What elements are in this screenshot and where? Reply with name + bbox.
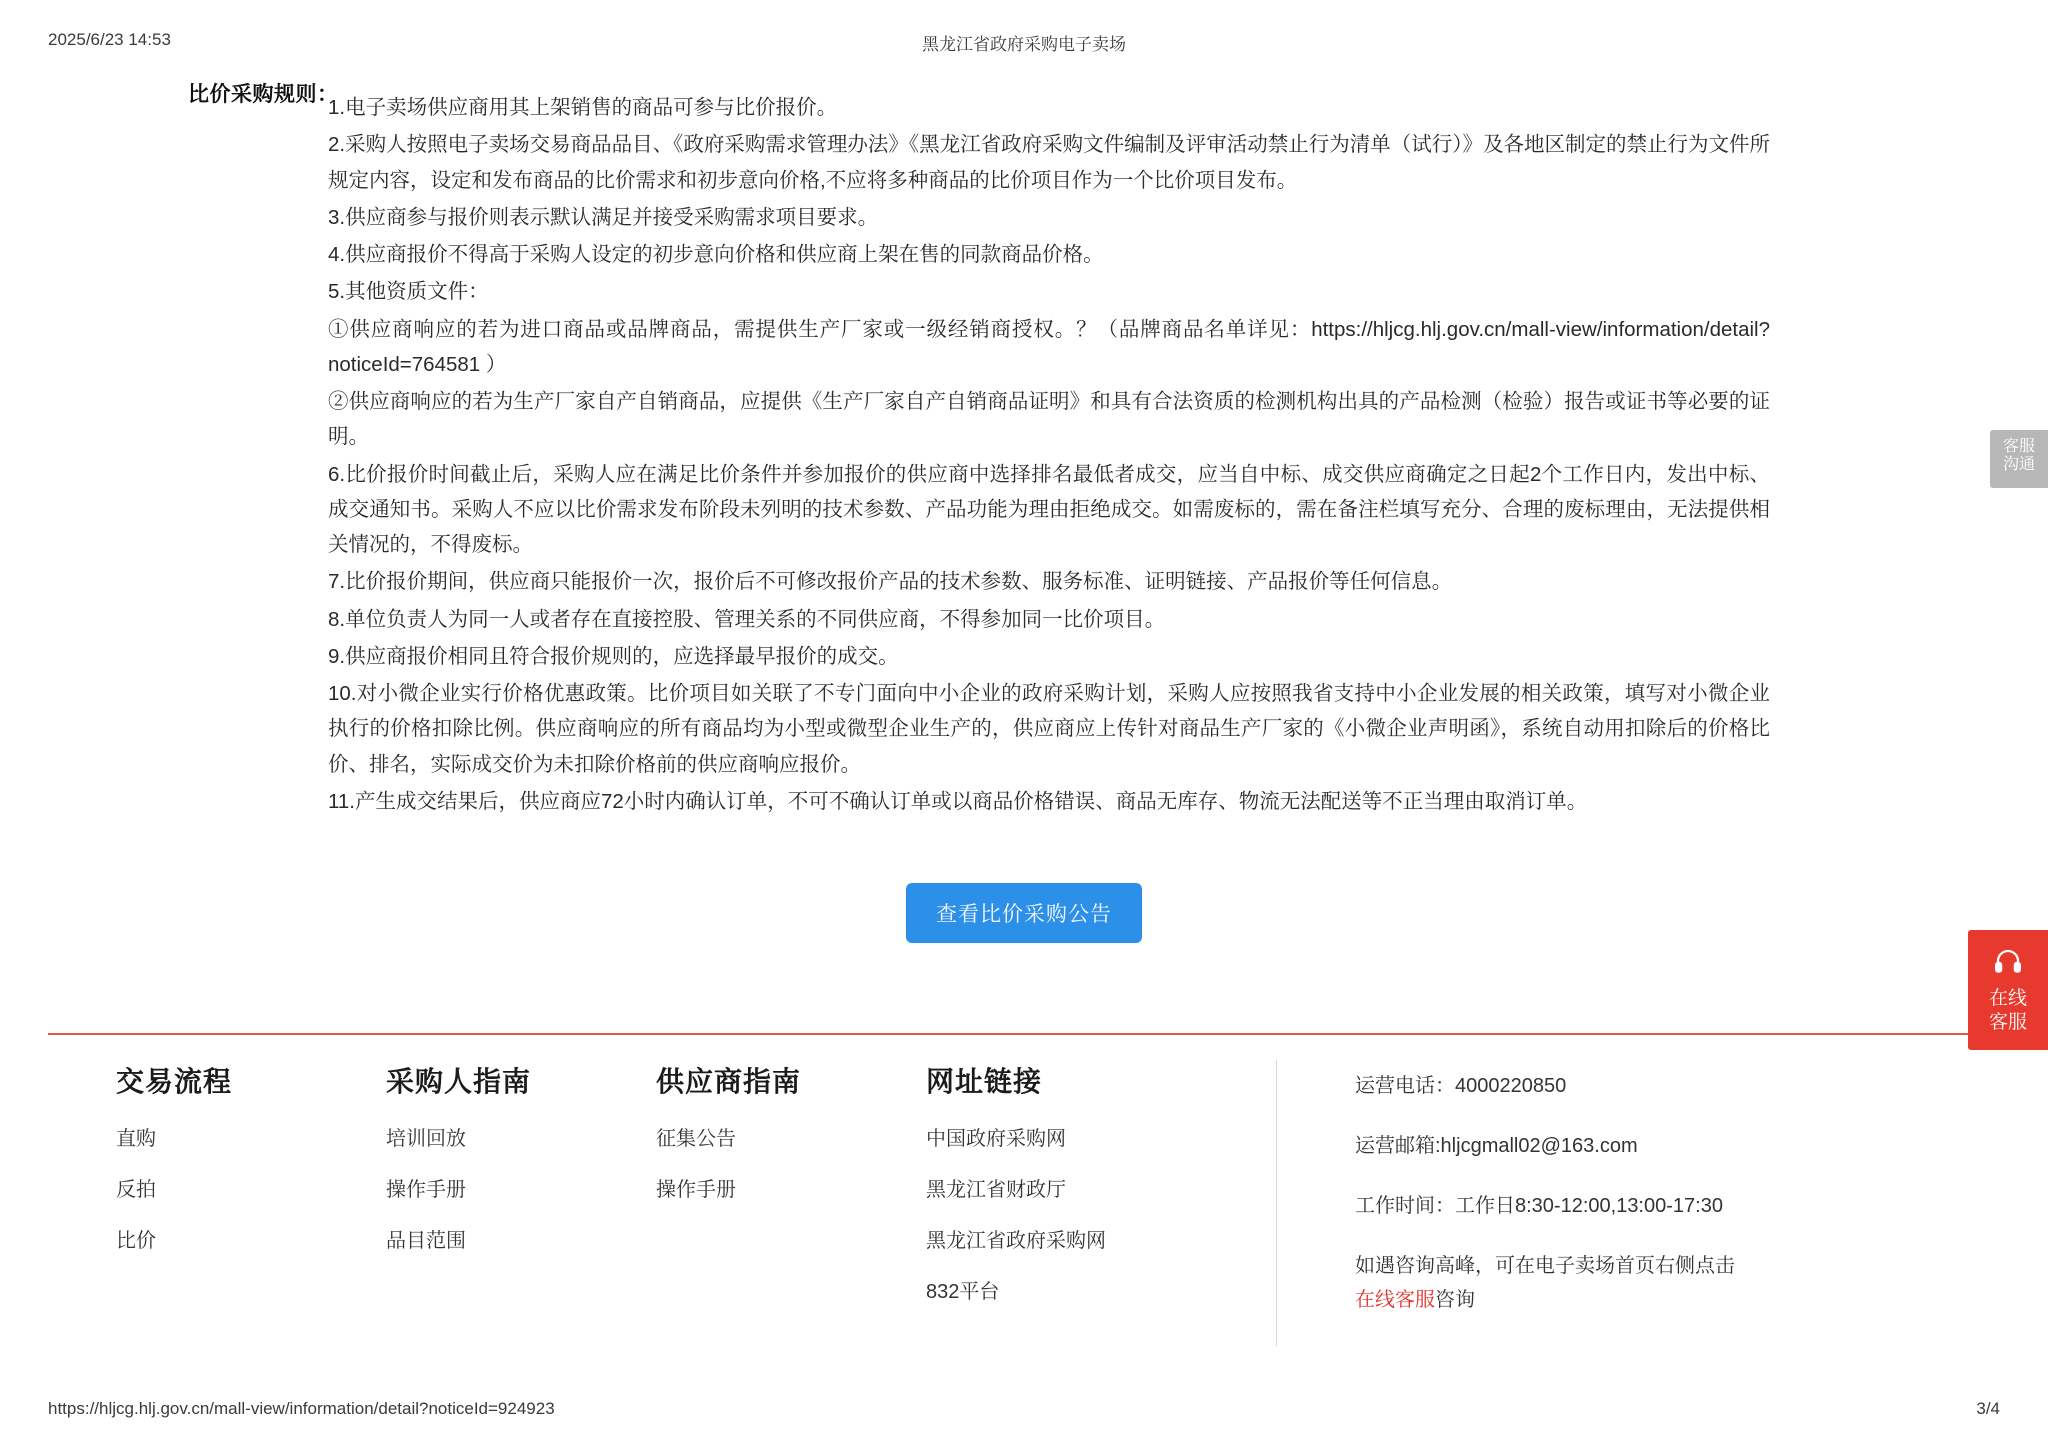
print-url: https://hljcg.hlj.gov.cn/mall-view/information/detail?noticeId=924923: [48, 1399, 555, 1418]
footer-link-list: [386, 1122, 656, 1253]
rule-item: 3.供应商参与报价则表示默认满足并接受采购需求项目要求。: [328, 205, 879, 229]
rule-item: 10.对小微企业实行价格优惠政策。比价项目如关联了不专门面向中小企业的政府采购计划，采购人应按照我省支持中小企业发展的相关政策，填写对小微企业执行的价格扣除比例。供应商响应的所有商品均为小型或微型企业生产的，供应商应上传针对商品生产厂家的《小微企业声明函》，系统自动用扣除后的价格比价、排名，实际成交价为未扣除价格前的供应商响应报价。: [328, 682, 1770, 776]
print-header: [0, 30, 2048, 54]
footer-link[interactable]: 操作手册: [386, 1179, 466, 1201]
rule-item: 9.供应商报价相同且符合报价规则的，应选择最早报价的成交。: [328, 644, 899, 668]
footer-link[interactable]: 直购: [116, 1128, 156, 1150]
footer-link[interactable]: 反拍: [116, 1179, 156, 1201]
print-page-number: 3/4: [1976, 1399, 2000, 1418]
footer-contact-block: [1277, 1060, 1735, 1346]
service-chat-widget[interactable]: [1990, 430, 2048, 488]
footer-link[interactable]: 品目范围: [386, 1230, 466, 1252]
rule-item: 1.电子卖场供应商用其上架销售的商品可参与比价报价。: [328, 96, 838, 119]
print-date: 2025/6/23 14:53: [48, 30, 171, 49]
footer-link-columns: [48, 1060, 1256, 1326]
contact-tip: [1355, 1252, 1735, 1280]
footer-link-list: [656, 1122, 926, 1202]
rule-item: ②供应商响应的若为生产厂家自产自销商品，应提供《生产厂家自产自销商品证明》和具有合法资质的检测机构出具的产品检测（检验）报告或证书等必要的证明。: [328, 390, 1770, 449]
headset-icon: [1968, 946, 2048, 981]
footer-link[interactable]: 黑龙江省财政厅: [926, 1179, 1066, 1201]
rule-item: 2.采购人按照电子卖场交易商品品目、《政府采购需求管理办法》《黑龙江省政府采购文件编制及评审活动禁止行为清单（试行）》及各地区制定的禁止行为文件所规定内容，设定和发布商品的比价需求和初步意向价格,不应将多种商品的比价项目作为一个比价项目发布。: [328, 133, 1770, 192]
footer-link[interactable]: 832平台: [926, 1281, 1000, 1303]
footer-column-transaction-process: [116, 1060, 386, 1326]
view-notice-button[interactable]: 查看比价采购公告: [906, 883, 1142, 943]
rule-item: 5.其他资质文件：: [328, 280, 489, 304]
rules-list: [48, 74, 2000, 819]
rule-item: 4.供应商报价不得高于采购人设定的初步意向价格和供应商上架在售的同款商品价格。: [328, 243, 1104, 266]
footer-link-list: [926, 1122, 1256, 1304]
service-chat-label-line1: 客服: [2002, 438, 2035, 455]
site-footer: [48, 1060, 2000, 1346]
footer-link[interactable]: 征集公告: [656, 1128, 736, 1150]
contact-tip-suffix: 咨询: [1435, 1289, 1475, 1311]
action-row: [48, 859, 2000, 979]
footer-column-title: 供应商指南: [656, 1066, 802, 1097]
rule-item: 8.单位负责人为同一人或者存在直接控股、管理关系的不同供应商，不得参加同一比价项目。: [328, 607, 1166, 631]
footer-link[interactable]: 中国政府采购网: [926, 1128, 1066, 1150]
footer-link[interactable]: 黑龙江省政府采购网: [926, 1230, 1106, 1252]
rules-title: 比价采购规则：: [188, 83, 339, 106]
contact-email: 运营邮箱:hljcgmall02@163.com: [1355, 1135, 1638, 1157]
footer-column-buyer-guide: [386, 1060, 656, 1326]
content-card: [48, 62, 2000, 979]
online-service-label-line2: 客服: [1988, 1011, 2027, 1033]
service-chat-label-line2: 沟通: [2002, 456, 2035, 474]
contact-tip-prefix: 如遇咨询高峰，可在电子卖场首页右侧点击: [1355, 1255, 1735, 1277]
footer-divider: [48, 1033, 2000, 1035]
online-service-widget[interactable]: [1968, 930, 2048, 1050]
purchase-rules-section: [48, 62, 2000, 819]
footer-column-website-links: [926, 1060, 1256, 1326]
online-service-link[interactable]: 在线客服: [1355, 1289, 1435, 1311]
footer-column-title: 网址链接: [926, 1066, 1043, 1097]
rule-item: ①供应商响应的若为进口商品或品牌商品，需提供生产厂家或一级经销商授权。？（品牌商品名单详见：https://hljcg.hlj.gov.cn/mall-view/information/detail?noticeId=764581 ）: [328, 317, 1770, 376]
footer-link-list: [116, 1122, 386, 1253]
rule-item: 7.比价报价期间，供应商只能报价一次，报价后不可修改报价产品的技术参数、服务标准、证明链接、产品报价等任何信息。: [328, 570, 1453, 594]
footer-link[interactable]: 操作手册: [656, 1179, 736, 1201]
rule-item: 6.比价报价时间截止后，采购人应在满足比价条件并参加报价的供应商中选择排名最低者成交，应当自中标、成交供应商确定之日起2个工作日内，发出中标、成交通知书。采购人不应以比价需求发布阶段未列明的技术参数、产品功能为理由拒绝成交。如需废标的，需在备注栏填写充分、合理的废标理由，无法提供相关情况的，不得废标。: [328, 462, 1770, 556]
site-title: 黑龙江省政府采购电子卖场: [922, 35, 1126, 54]
contact-phone: 运营电话：4000220850: [1355, 1075, 1567, 1097]
footer-column-title: 交易流程: [116, 1066, 233, 1097]
footer-column-supplier-guide: [656, 1060, 926, 1326]
rule-item: 11.产生成交结果后，供应商应72小时内确认订单，不可不确认订单或以商品价格错误、商品无库存、物流无法配送等不正当理由取消订单。: [328, 789, 1588, 813]
contact-tip-line2: [1355, 1286, 1735, 1314]
contact-worktime: 工作时间：工作日8:30-12:00,13:00-17:30: [1355, 1195, 1723, 1217]
footer-link[interactable]: 比价: [116, 1230, 156, 1252]
online-service-label-line1: 在线: [1988, 988, 2027, 1009]
footer-column-title: 采购人指南: [386, 1066, 532, 1097]
footer-link[interactable]: 培训回放: [386, 1128, 466, 1150]
